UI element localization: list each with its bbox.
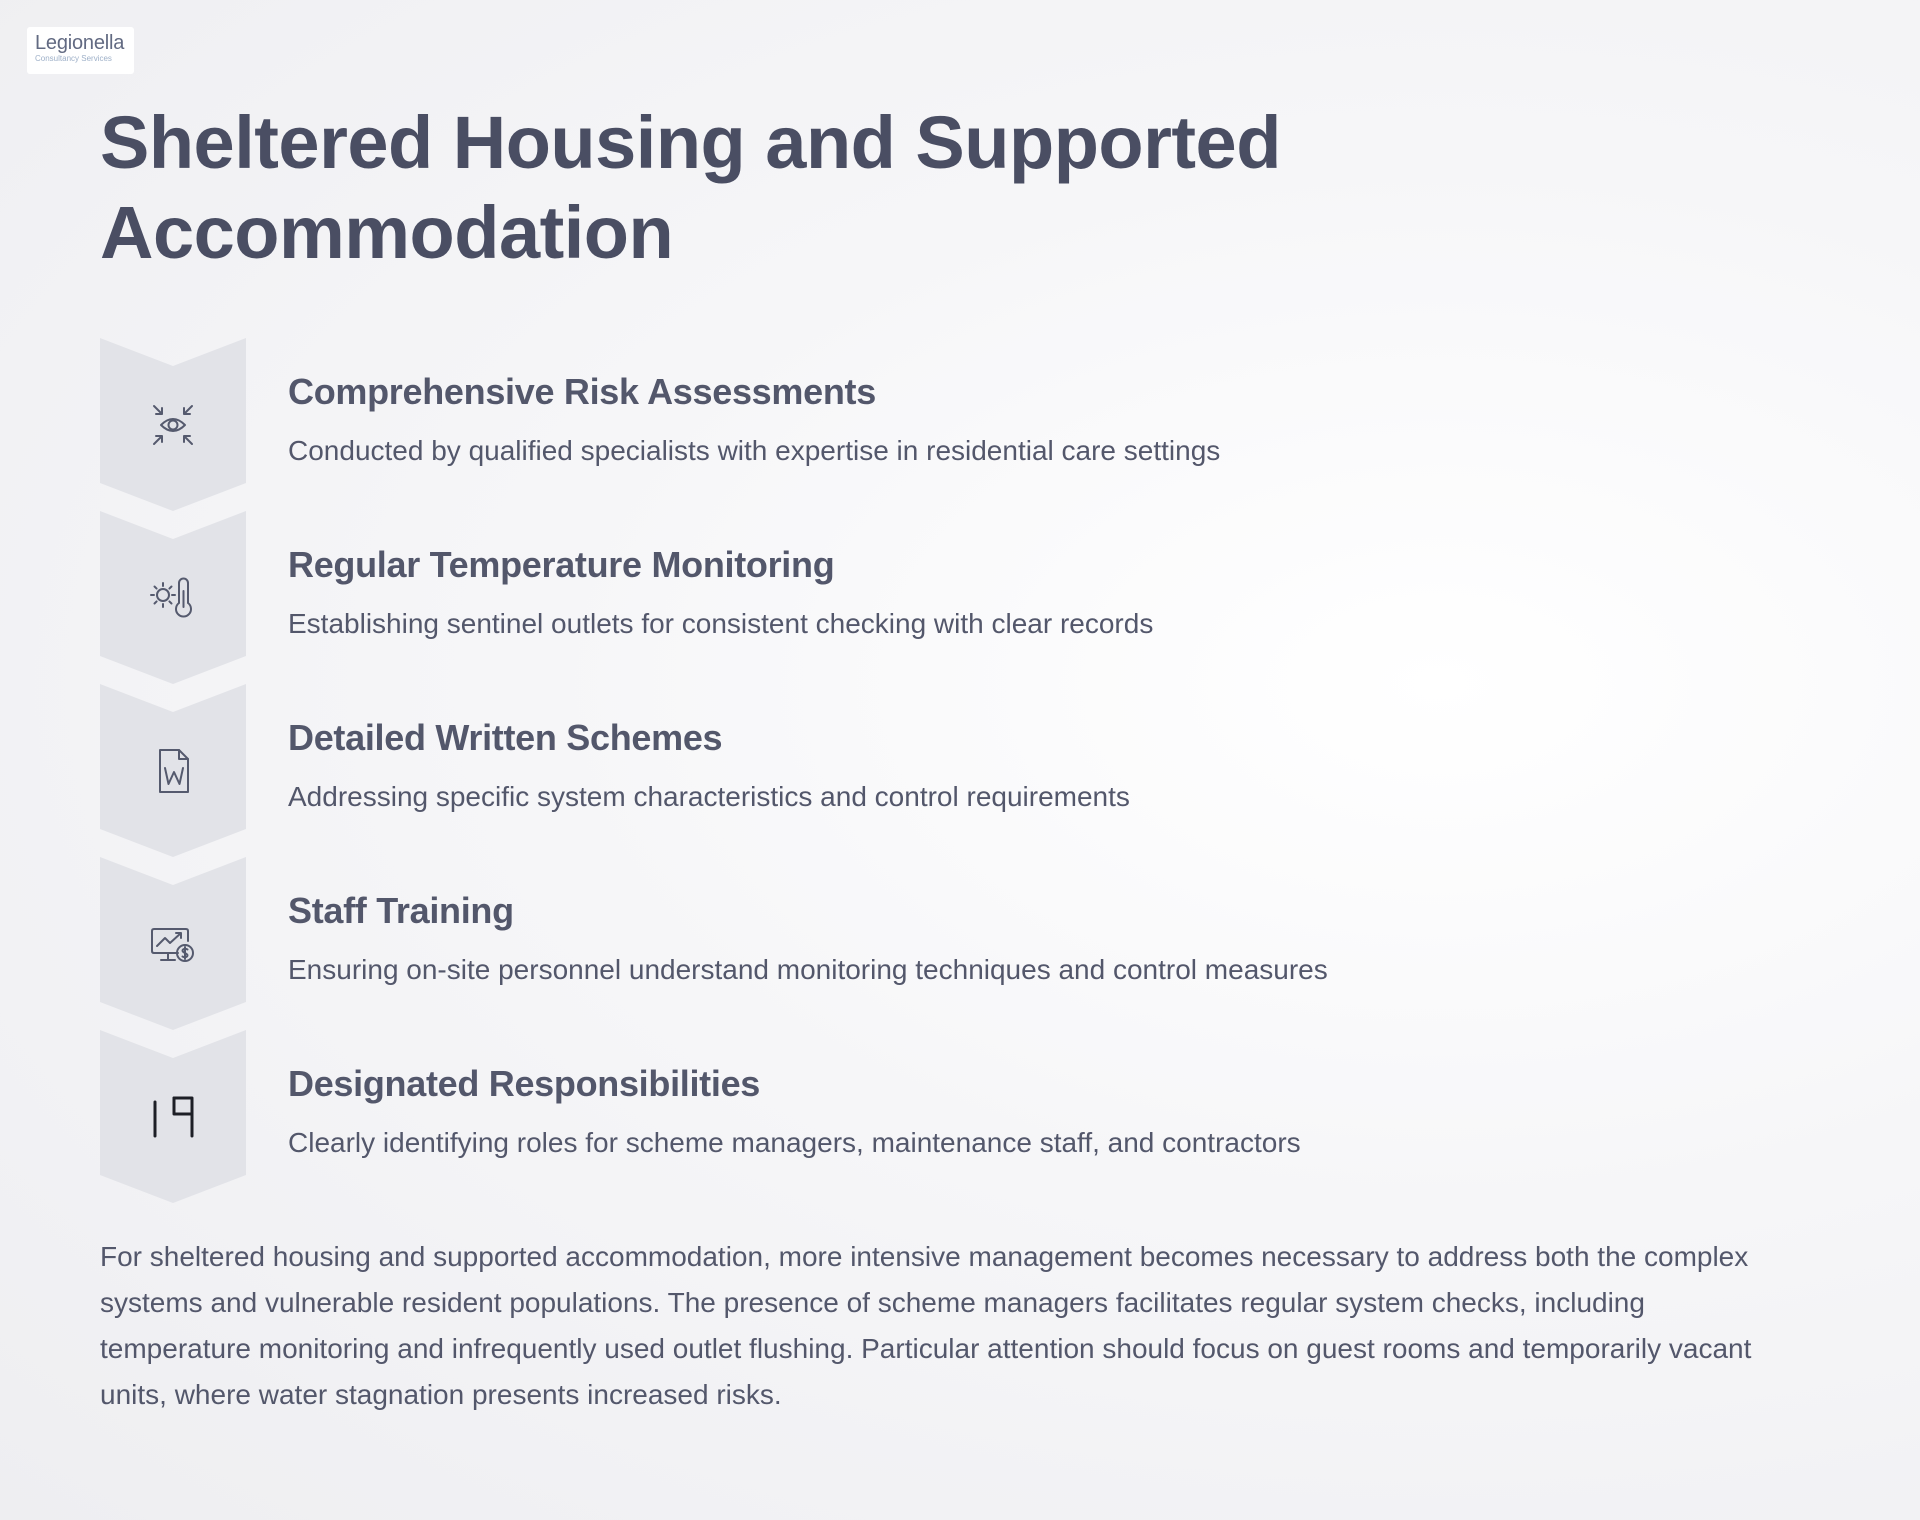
step-title: Regular Temperature Monitoring: [288, 544, 835, 585]
step-written-schemes: [100, 684, 1800, 857]
step-description: Addressing specific system characteristics and control requirements: [288, 781, 1130, 812]
step-title: Detailed Written Schemes: [288, 717, 723, 758]
step-title: Staff Training: [288, 890, 514, 931]
step-title: Comprehensive Risk Assessments: [288, 371, 876, 412]
step-designated-responsibilities: [100, 1030, 1800, 1203]
number-14-icon: [148, 1092, 198, 1142]
page-title: Sheltered Housing and Supported Accommodation: [100, 101, 1281, 274]
step-description: Conducted by qualified specialists with expertise in residential care settings: [288, 435, 1221, 466]
monitor-chart-dollar-icon: [148, 919, 198, 969]
logo-wordmark: Legionella: [35, 32, 125, 54]
step-description: Clearly identifying roles for scheme managers, maintenance staff, and contractors: [288, 1127, 1301, 1158]
step-risk-assessments: [100, 338, 1800, 511]
word-document-icon: [148, 746, 198, 796]
step-description: Ensuring on-site personnel understand monitoring techniques and control measures: [288, 954, 1328, 985]
step-title: Designated Responsibilities: [288, 1063, 761, 1104]
steps-list: [100, 338, 1800, 1203]
step-temperature-monitoring: [100, 511, 1800, 684]
step-description: Establishing sentinel outlets for consistent checking with clear records: [288, 608, 1154, 639]
company-logo[interactable]: [27, 27, 134, 74]
thermometer-sun-icon: [148, 573, 198, 623]
eye-focus-icon: [148, 400, 198, 450]
logo-tagline: Consultancy Services: [35, 54, 112, 63]
summary-paragraph: For sheltered housing and supported accommodation, more intensive management becomes necessary to address both the complex systems and vulnerable resident populations. The presence of scheme managers facilitates regular system checks, including temperature monitoring and infrequently used outlet flushing. Particular attention should focus on guest rooms and temporarily vacant units, where water stagnation presents increased risks.: [100, 1241, 1752, 1410]
step-staff-training: [100, 857, 1800, 1030]
